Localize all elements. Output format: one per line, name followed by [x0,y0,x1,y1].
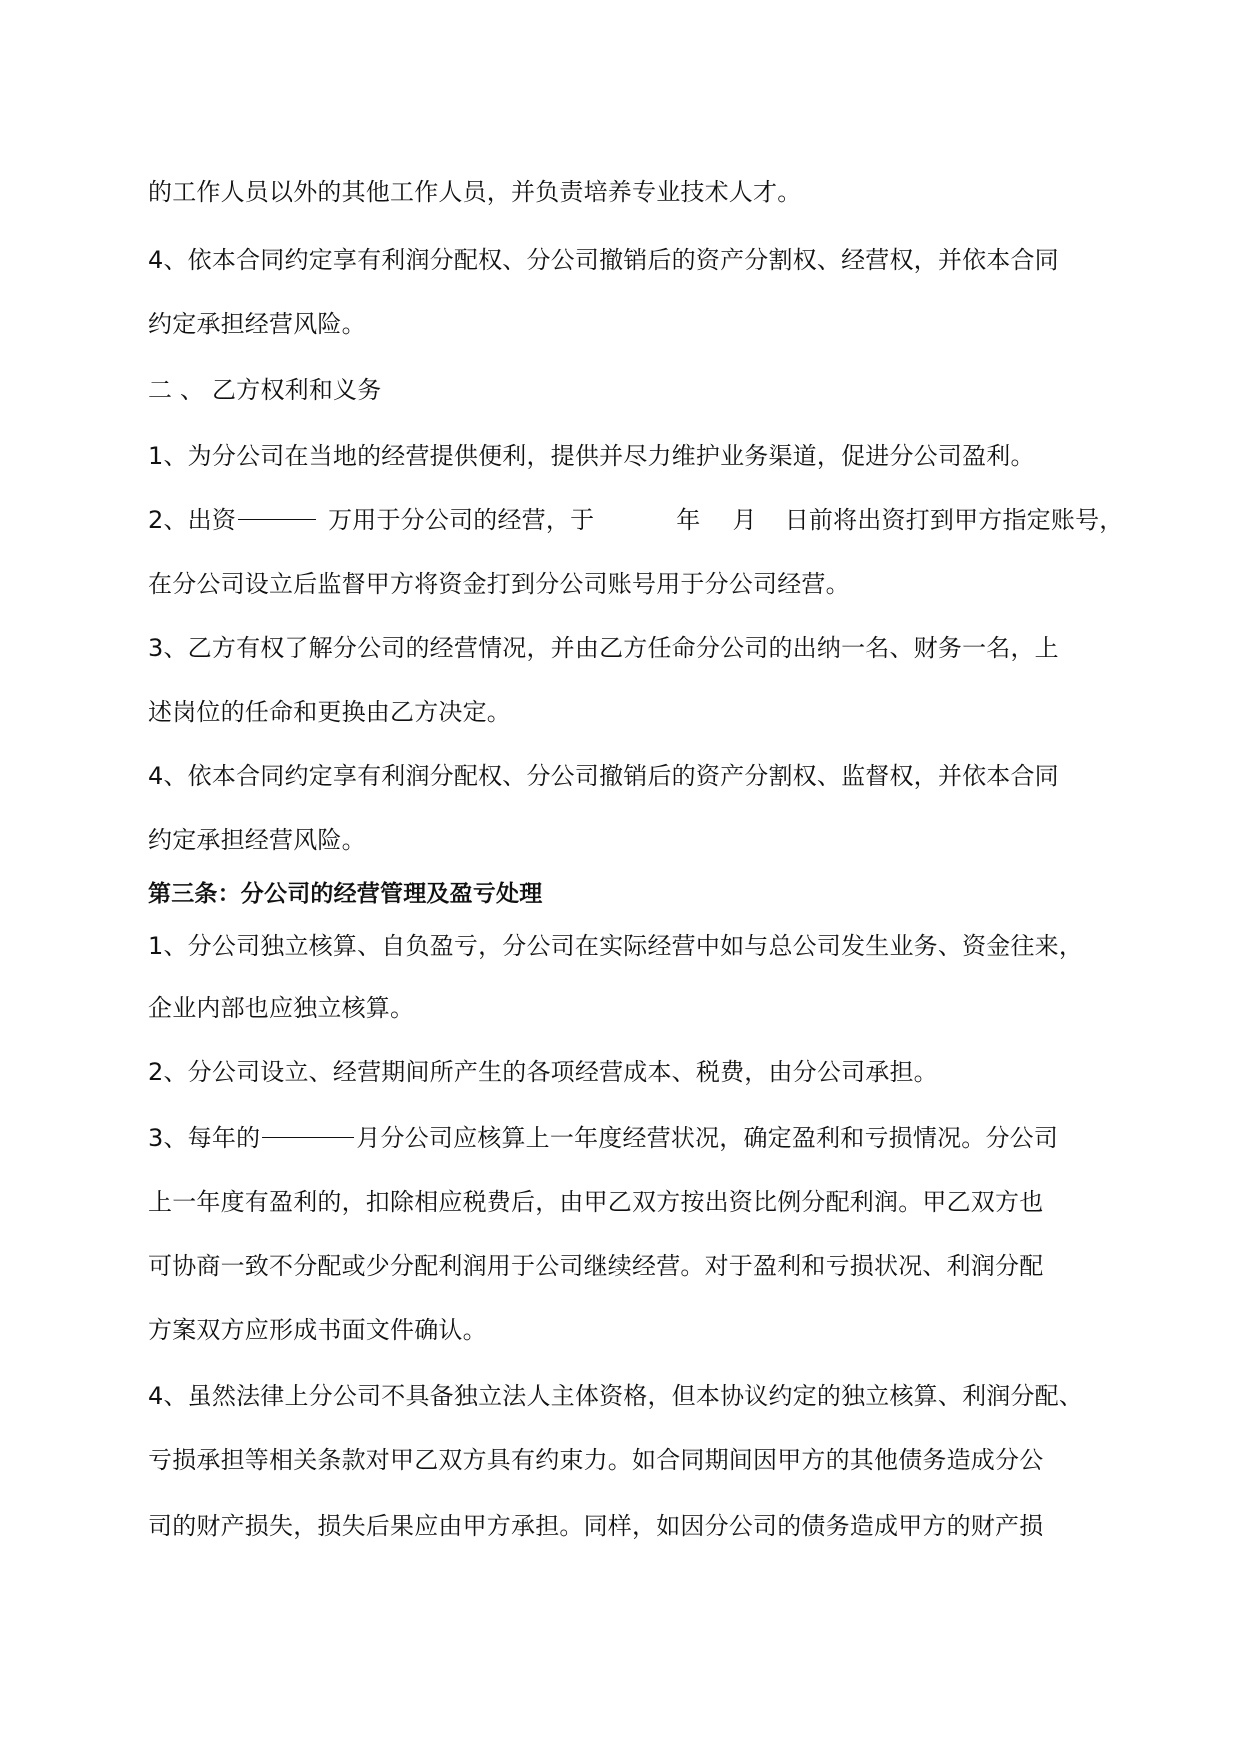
article-heading: 第三条：分公司的经营管理及盈亏处理 [148,881,543,907]
text-line: 1、分公司独立核算、自负盈亏，分公司在实际经营中如与总公司发生业务、资金往来， [148,932,1084,960]
text-line: 司的财产损失，损失后果应由甲方承担。同样，如因分公司的债务造成甲方的财产损 [148,1512,1044,1540]
section-heading: 二 、 乙方权利和义务 [148,376,382,404]
text-line: 1、为分公司在当地的经营提供便利，提供并尽力维护业务渠道，促进分公司盈利。 [148,442,1035,470]
text-line-with-blanks [148,1122,1108,1154]
text-line: 4、依本合同约定享有利润分配权、分公司撤销后的资产分割权、监督权，并依本合同 [148,762,1059,790]
fill-blank-line [262,1137,354,1138]
text-line: 4、依本合同约定享有利润分配权、分公司撤销后的资产分割权、经营权，并依本合同 [148,246,1059,274]
text-line: 4、虽然法律上分公司不具备独立法人主体资格，但本协议约定的独立核算、利润分配、 [148,1382,1084,1410]
text-segment: 月分公司应核算上一年度经营状况，确定盈利和亏损情况。分公司 [356,1124,1059,1152]
text-line-with-blanks [148,504,1124,536]
text-line: 企业内部也应独立核算。 [148,994,415,1022]
text-line: 可协商一致不分配或少分配利润用于公司继续经营。对于盈利和亏损状况、利润分配 [148,1252,1044,1280]
text-segment: 3、每年的 [148,1124,261,1152]
text-line: 约定承担经营风险。 [148,826,366,854]
text-segment: 万用于分公司的经营，于 [328,506,595,534]
text-line: 约定承担经营风险。 [148,310,366,338]
text-line: 亏损承担等相关条款对甲乙双方具有约束力。如合同期间因甲方的其他债务造成分公 [148,1446,1044,1474]
text-line: 述岗位的任命和更换由乙方决定。 [148,698,511,726]
text-line: 3、乙方有权了解分公司的经营情况，并由乙方任命分公司的出纳一名、财务一名，上 [148,634,1059,662]
text-segment: 年 [676,506,701,534]
text-segment: 月 [732,506,757,534]
text-line: 2、分公司设立、经营期间所产生的各项经营成本、税费，由分公司承担。 [148,1058,938,1086]
text-line: 的工作人员以外的其他工作人员，并负责培养专业技术人才。 [148,178,802,206]
fill-blank-line [238,519,316,520]
text-line: 方案双方应形成书面文件确认。 [148,1316,487,1344]
text-segment: 日前将出资打到甲方指定账号， [784,506,1124,534]
text-line: 上一年度有盈利的，扣除相应税费后，由甲乙双方按出资比例分配利润。甲乙双方也 [148,1188,1044,1216]
text-segment: 2、出资 [148,506,237,534]
text-line: 在分公司设立后监督甲方将资金打到分公司账号用于分公司经营。 [148,570,850,598]
